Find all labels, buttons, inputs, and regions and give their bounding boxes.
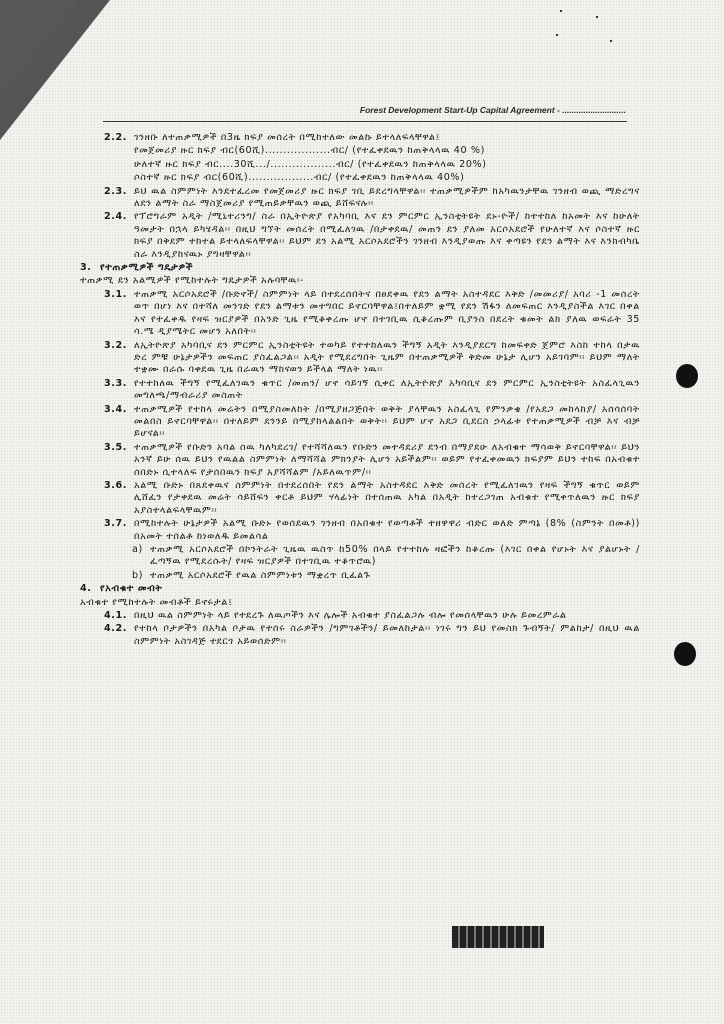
clause-number: 3.1.: [104, 288, 128, 300]
clause: [80, 211, 640, 261]
scan-artifact-bar: [452, 926, 544, 948]
section-heading: [80, 583, 640, 595]
section-title: የአብቁተ መብት: [100, 583, 163, 595]
clause-number: 4.1.: [104, 610, 128, 622]
clause-number: 2.3.: [104, 185, 128, 197]
punch-hole-bottom: [674, 642, 696, 666]
section-intro-text: ተጠቃሚ ደን አልሚዎች የሚከተሉት ግዴታዎች አሉባቸዉ፡-: [80, 275, 304, 287]
clause: [80, 480, 640, 517]
clause-number: 2.4.: [104, 211, 128, 223]
section-intro: [80, 597, 640, 609]
clause-text: ሶስተኛ ዙር ክፍያ ብር(60ሺ)..................ብር/ (የተፈቀደዉን ከጠቅላላዉ 40%): [134, 172, 465, 184]
clause-text: ይህ ዉል ስምምነት እንደተፈረመ የመጀመሪያ ዙር ክፍያ ገቢ ይደረግላቸዋል፡፡ ተጠቃሚዎችም ከአካዉንታቸዉ ገንዘብ ወጪ ማድረግና ለደን ልማት ስራ ማስጀመሪያ የሚጠይቃቸዉን ወጪ ይሸፍናሉ፡፡: [134, 185, 640, 210]
scan-speck: [596, 16, 598, 18]
clause-number: 4.2.: [104, 623, 128, 635]
scan-speck: [560, 10, 562, 12]
section-number: 3.: [80, 262, 92, 274]
section-intro-text: አብቁተ የሚከተሉት መብቶች ይኖሩታል፤: [80, 596, 233, 608]
sub-item-label: a): [132, 544, 143, 555]
section-number: 4.: [80, 583, 92, 595]
clause: [80, 186, 640, 211]
clause-number: 3.5.: [104, 441, 128, 453]
document-body: [80, 132, 640, 649]
clause: [80, 145, 640, 157]
clause-number: 3.4.: [104, 403, 128, 415]
clause: [80, 442, 640, 479]
clause: [80, 378, 640, 403]
section-title: የተጠቃሚዎች ግዴታዎች: [100, 262, 194, 274]
clause-text: የተተከለዉ ችግኝ የሚፈለገዉን ቁጥር /መጠን/ ሆኖ ሳይገኝ ሲቀር ለኢትዮጵያ አካባቢና ደን ምርምር ኢንስቲትዩት አስፈላጊዉን መግለጫ/ማብራሪያ መስጠት: [134, 377, 640, 402]
clause: [80, 132, 640, 144]
clause-text: የመጀመሪያ ዙር ክፍያ ብር(60ሺ)..................ብር/ (የተፈቀደዉን ከጠቅላላዉ 40 %): [134, 145, 485, 157]
clause-number: 3.7.: [104, 518, 128, 530]
clause-text: ሁለተኛ ዙር ክፍያ ብር....30ሺ.../..................ብር/ (የተፈቀደዉን ከጠቅላላዉ 20%): [134, 158, 487, 170]
sub-item-label: b): [132, 569, 144, 581]
clause-text: ተጠቃሚዎች የተከላ መሬትን በሚያስመለከት /በሚያዘጋጅበት ወቅት ያላቸዉን አስፈላጊ የምንቃቄ /የአደጋ መከላከያ/ አሰሳሰባት መልበስ ይኖርባቸዋል፡፡ በተለይም ደንንይ በሚያከላልልበት ወቅት፡፡ ይህም ሆኖ አደጋ ቢደርስ ኃላፊቱ የተጠቃሚዎች ብቻ እና ብቻ ይሆናል፡፡: [134, 403, 640, 440]
sub-item: [80, 570, 640, 582]
clause-number: 2.2.: [104, 132, 128, 143]
clause: [80, 404, 640, 441]
clause-text: የፕሮግራም አዲት /ሚኒተሪንግ/ ስራ በኢትዮጵያ የአካባቢ እና ደን ምርምር ኢንስቲትዩት ደኑ-ዮች/ ከተተከለ ከአመት እና ከሁለት ዓመታት በኋላ ይካሄዳል፡፡ በዚህ ግኘት መሰረት በሚፈለገዉ /በታቀደዉ/ መጠን ደን ያለመ አርሶአደሮች የሁለተኛ እና ሶስተኛ ዙር ክፍያ በቅደም ተከተል ይተላለፍላቸዋል፡፡ ይህም ደን አልሚ አርሶአደሮችን ገንዘብ እንዲያወጡ እና ቀጣዩን የደን ልማት እና እንክብካቤ ስራ እንዲያከናዉኑ ያግዛቸዋል፡፡: [134, 211, 640, 260]
sub-item: [80, 544, 640, 569]
sub-item-text: ተጠቃሚ አርሶአደሮች የዉል ስምምነቱን ማቋረጥ ቢፈልጉ: [150, 569, 371, 581]
clause-number: 3.2.: [104, 339, 128, 351]
clause: [80, 172, 640, 184]
clause: [80, 340, 640, 377]
section-heading: [80, 262, 640, 274]
clause-text: ተጠቃሚዎች የቡድን አባል ሰዉ ካለካደረገ/ የተሻሻለዉን የቡድን መተዳደሪያ ደንብ በማያደሁ ለአብቁተ ማሳወቅ ይኖርባቸዋል፡፡ ይህን አንኛ ይሁ ሰዉ ይህን የዉልል ስምምነት ለማሻሻል ምክንያት ሊሆን አይችልም፡፡ ወይም የተፈቀመዉን ክፍያም ይህን ተከፍ በአብቁተ ሰበድኑ ሲተላለፍ የታሰበዉን ክፍያ አያሻሻልም /አይለዉጥም/፡፡: [134, 441, 640, 478]
clause: [80, 623, 640, 648]
clause-text: ተጠቃሚ አርሶአደሮች /ቡድኖች/ ስምምነት ላይ በተደረሰበትና በፀደቀዉ የደን ልማት አስተዳደር እቅድ /መመሪያ/ አባሪ -1 መሰረት ወጥ በሆነ እና በተሻለ መንገድ የደን ልማቱን መተግበር ይኖርባቸዋል፤በተለይም ቋሚ የደን ሽፋን ለመፍጠር እንዲያስችል እገር በቀል እና የተፈቀዱ የዛፍ ዝርያዎች በአንድ ጊዜ የሚቆቀረጡ ሆኖ በተገቢዉ ሲቆረጡም ቢያንስ በደረት ቁመት ልክ ያለዉ ወፍራት 35 ሳ.ሜ ዲያሜትር መሆን አለበት፡፡: [134, 288, 640, 338]
clause: [80, 610, 640, 622]
clause-text: የተከላ ቦታዎችን በአካል ቦታዉ የተሰሩ ስራዎችን /ግምገቶችን/ ይመለከታል፡፡ ነገሩ ግን ይህ የመስክ ጉብኝት/ ምልከታ/ በዚህ ዉል ስምምነት አስገዳጅ ተደርጎ አይወሰድም፡፡: [134, 623, 640, 647]
scan-shadow-corner-inner: [0, 0, 80, 100]
punch-hole-top: [676, 364, 698, 388]
clause-number: 3.6.: [104, 479, 128, 491]
clause-text: አልሚ ቡድኑ በጸደቀዉና ስምምነት በተደረሰበት የደን ልማት አስተዳደር እቅድ መሰረት የሚፈለገዉን የዛፍ ችግኝ ቁጥር ወይም ሊሸፈን የታቀደዉ መሬት ሳይሸፍን ቀርቶ ይህም ሃላፊነት በተሰጠዉ አካል በአዲት ከተረጋገጠ አብቁተ የሚቀጥለዉን ዙር ክፍያ አያስተላልፍላቸዉም፡፡: [134, 479, 640, 516]
clause-text: ለኢትዮጵያ አካባቢና ደን ምርምር ኢንስቲትዩት ተወካይ የተተከለዉን ችግኝ አዲት እንዲያደርግ ከመፍቀድ ጀምሮ እስከ ተከላ በታዉ ድረ ምቹ ሁኔታዎችን መፍጠር ያስፈልጋል፡፡ አዲት የሚደረግበት ጊዜም በተጠቃሚዎች ቅድመ ሁኔታ ሊሆን አይገባም፡፡ ይህም ማለት ተቋሙ በራሱ ባቀደዉ ጊዜ በራዉን ማከናወን ይችላል ማለት ነዉ፡፡: [134, 339, 640, 376]
clause-text: በሚከተሉት ሁኔታዎች አልሚ ቡድኑ የወሰደዉን ገንዘብ በአበቁተ የወጣቶች ተዘዋዋሪ ብድር ወለድ ምጣኔ (8% (ስምንት በመቶ)) በአመት ተሰልቶ ከነወለዱ ይመልሳል: [134, 518, 640, 542]
page-header: Forest Development Start-Up Capital Agreement - ...........................: [359, 105, 626, 115]
clause-text: በዚህ ዉል ስምምነት ላይ የተደረጉ ለዉጦችን እና ሌሎች አብቁተ ያስፈልጋሉ ብሎ የመሰላቸዉን ሁሉ ይመረምራል: [134, 610, 567, 622]
clause: [80, 518, 640, 543]
clause: [80, 289, 640, 339]
clause: [80, 159, 640, 171]
clause-text: ገንዘቡ ለተጠቃሚዎች በ3ዜ ክፍያ መሰረት በሚከተለው መልኩ ይተላለፍላቸዋል፤: [134, 132, 441, 143]
scan-speck: [556, 34, 558, 36]
section-intro: [80, 275, 640, 287]
sub-item-text: ተጠቃሚ አርሶአደሮች በኮንትራት ጊዜዉ ዉስጥ ከ50% በላይ የተተከሉ ዛፎችን ከቆረጡ (እገር በቀል የሆኑት እና ያልሆኑት /ፈጣኝዉ የሚደረሱት/ የዛፍ ዝርያዎች በተገቢዉ ተቆጥሮዉ): [150, 544, 640, 568]
clause-number: 3.3.: [104, 377, 128, 389]
header-rule: [103, 121, 627, 122]
scan-speck: [610, 40, 612, 42]
